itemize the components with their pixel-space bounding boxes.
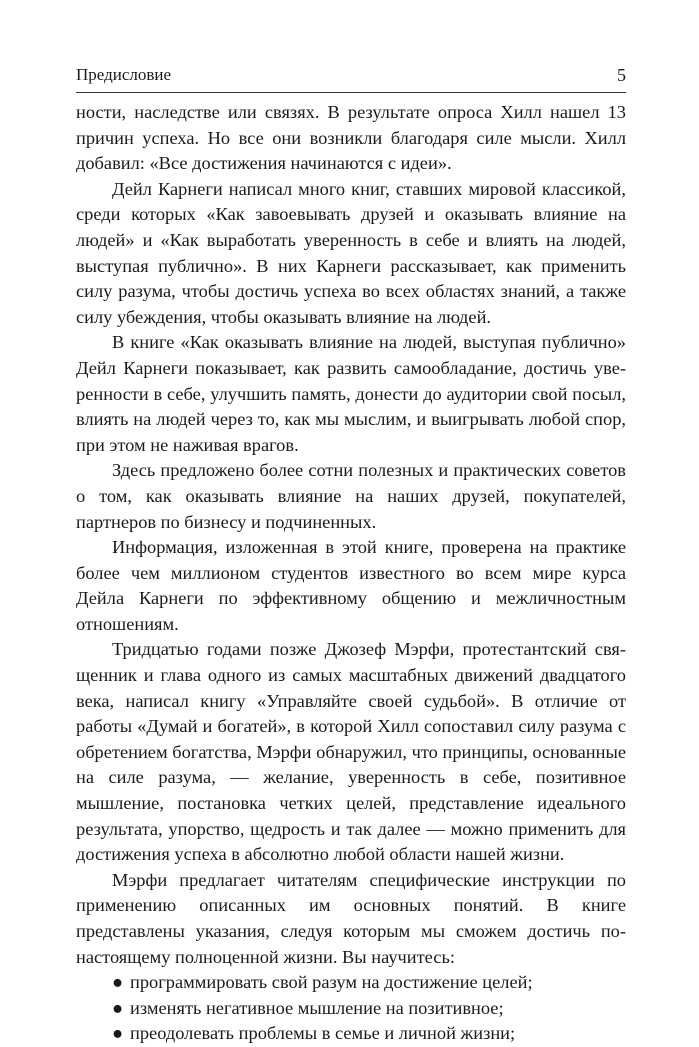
bullet-list bbox=[76, 970, 626, 1047]
list-item bbox=[76, 996, 626, 1022]
bullet-text: изменять негативное мышление на позитивное; bbox=[130, 997, 504, 1018]
list-item bbox=[76, 1021, 626, 1047]
page-number: 5 bbox=[617, 65, 626, 85]
running-head bbox=[76, 62, 626, 88]
bullet-text: преодолевать проблемы в семье и личной жизни; bbox=[130, 1023, 516, 1044]
bullet-text: программировать свой разум на достижение целей; bbox=[130, 972, 533, 993]
list-item bbox=[76, 970, 626, 996]
paragraph-5: Информация, изложенная в этой книге, проверена на практике более чем миллионом студентов известного во всем мире курса Дейла Карнеги по эффективному общению и межличностным отношениям. bbox=[76, 537, 626, 634]
running-title: Предисловие bbox=[76, 65, 172, 84]
paragraph-4: Здесь предложено более сотни полезных и практических советов о том, как оказывать влияние на наших друзей, покупателей, партнеров по бизнесу и подчиненных. bbox=[76, 460, 626, 532]
bullet-icon: ● bbox=[112, 1023, 124, 1044]
body-text bbox=[76, 100, 626, 1047]
paragraph-3: В книге «Как оказывать влияние на людей, выступая публично» Дейл Карнеги показывает, как развить самообладание, достичь уверенности в себе, улучшить память, донести до аудитории свой посыл, влиять на людей через то, как мы мыслим, и выигрывать любой спор, при этом не наживая врагов. bbox=[76, 332, 626, 455]
header-rule bbox=[76, 92, 626, 93]
bullet-icon: ● bbox=[112, 972, 124, 993]
paragraph-2: Дейл Карнеги написал много книг, ставших мировой классикой, среди которых «Как завоевывать друзей и оказывать влияние на людей» и «Как выработать уверенность в себе и влиять на людей, выступая публично». В них Карнеги рассказывает, как применить силу разума, чтобы достичь успеха во всех областях знаний, а также силу убеждения, чтобы оказывать влияние на людей. bbox=[76, 178, 626, 327]
paragraph-1: ности, наследстве или связях. В результате опроса Хилл нашел 13 причин успеха. Но все они возникли благодаря силе мысли. Хилл добавил: «Все достижения начинаются с идеи». bbox=[76, 102, 626, 174]
paragraph-6: Тридцатью годами позже Джозеф Мэрфи, протестантский священник и глава одного из самых масштабных движений двадцатого века, написал книгу «Управляйте своей судьбой». В отличие от работы «Думай и богатей», в которой Хилл сопоставил силу разума с обретением богатства, Мэрфи обнаружил, что принципы, основанные на силе разума, — желание, уверенность в себе, позитивное мышление, постановка четких целей, представление идеального результата, упорство, щедрость и так далее — можно применить для достижения успеха в абсолютно любой области нашей жизни. bbox=[76, 639, 626, 865]
paragraph-7: Мэрфи предлагает читателям специфические инструкции по применению описанных им основных понятий. В книге представлены указания, следуя которым мы сможем достичь по-настоящему полноценной жизни. Вы научитесь: bbox=[76, 869, 626, 967]
bullet-icon: ● bbox=[112, 997, 124, 1018]
